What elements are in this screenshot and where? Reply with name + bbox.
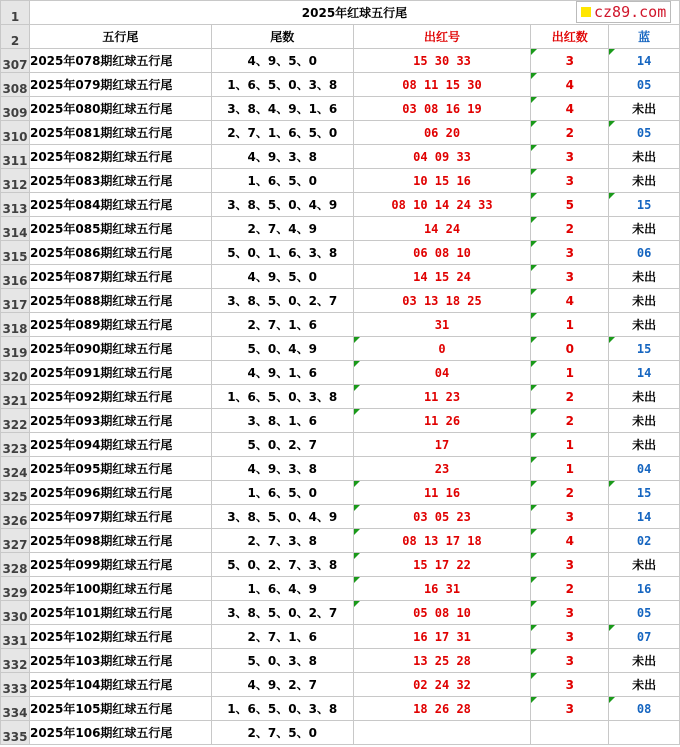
tails-cell[interactable]: 1、6、5、0、3、8 <box>211 697 353 721</box>
blue-cell[interactable]: 14 <box>609 361 680 385</box>
blue-cell[interactable]: 08 <box>609 697 680 721</box>
red-numbers-cell[interactable]: 03 05 23 <box>353 505 531 529</box>
period-cell[interactable]: 2025年087期红球五行尾 <box>29 265 211 289</box>
table-row <box>1 193 680 217</box>
red-count-cell[interactable]: 4 <box>531 97 609 121</box>
red-numbers-cell[interactable]: 08 10 14 24 33 <box>353 193 531 217</box>
blue-cell[interactable]: 14 <box>609 505 680 529</box>
tails-cell[interactable]: 1、6、5、0、3、8 <box>211 73 353 97</box>
tails-cell[interactable]: 2、7、3、8 <box>211 529 353 553</box>
row-header[interactable]: 333 <box>1 673 30 697</box>
period-cell[interactable]: 2025年086期红球五行尾 <box>29 241 211 265</box>
red-numbers-cell[interactable]: 11 23 <box>353 385 531 409</box>
red-count-cell[interactable]: 1 <box>531 361 609 385</box>
row-header[interactable]: 322 <box>1 409 30 433</box>
red-numbers-cell[interactable]: 10 15 16 <box>353 169 531 193</box>
blue-cell[interactable]: 15 <box>609 193 680 217</box>
table-row <box>1 625 680 649</box>
blue-cell[interactable] <box>609 721 680 745</box>
header-tails[interactable]: 尾数 <box>211 25 353 49</box>
period-cell[interactable]: 2025年095期红球五行尾 <box>29 457 211 481</box>
red-numbers-cell[interactable]: 15 30 33 <box>353 49 531 73</box>
red-count-cell[interactable]: 2 <box>531 121 609 145</box>
row-header[interactable]: 320 <box>1 361 30 385</box>
red-count-cell[interactable]: 4 <box>531 73 609 97</box>
row-header[interactable]: 321 <box>1 385 30 409</box>
period-cell[interactable]: 2025年091期红球五行尾 <box>29 361 211 385</box>
red-numbers-cell[interactable]: 05 08 10 <box>353 601 531 625</box>
tails-cell[interactable]: 3、8、5、0、4、9 <box>211 505 353 529</box>
blue-cell[interactable]: 未出 <box>609 385 680 409</box>
red-numbers-cell[interactable]: 03 08 16 19 <box>353 97 531 121</box>
table-row <box>1 505 680 529</box>
period-cell[interactable]: 2025年088期红球五行尾 <box>29 289 211 313</box>
tails-cell[interactable]: 4、9、1、6 <box>211 361 353 385</box>
red-numbers-cell[interactable]: 14 24 <box>353 217 531 241</box>
blue-cell[interactable]: 07 <box>609 625 680 649</box>
header-period[interactable]: 五行尾 <box>29 25 211 49</box>
row-header[interactable]: 327 <box>1 529 30 553</box>
red-count-cell[interactable]: 2 <box>531 577 609 601</box>
table-row <box>1 457 680 481</box>
red-numbers-cell[interactable]: 14 15 24 <box>353 265 531 289</box>
header-row <box>1 25 680 49</box>
period-cell[interactable]: 2025年106期红球五行尾 <box>29 721 211 745</box>
period-cell[interactable]: 2025年083期红球五行尾 <box>29 169 211 193</box>
table-row <box>1 577 680 601</box>
red-count-cell[interactable]: 2 <box>531 409 609 433</box>
table-row <box>1 169 680 193</box>
row-header[interactable]: 311 <box>1 145 30 169</box>
tails-cell[interactable]: 1、6、5、0 <box>211 169 353 193</box>
row-header[interactable]: 315 <box>1 241 30 265</box>
red-numbers-cell[interactable] <box>353 721 531 745</box>
blue-cell[interactable]: 未出 <box>609 265 680 289</box>
red-numbers-cell[interactable]: 04 <box>353 361 531 385</box>
row-header[interactable]: 330 <box>1 601 30 625</box>
table-row <box>1 673 680 697</box>
blue-cell[interactable]: 05 <box>609 121 680 145</box>
period-cell[interactable]: 2025年085期红球五行尾 <box>29 217 211 241</box>
red-numbers-cell[interactable]: 06 08 10 <box>353 241 531 265</box>
period-cell[interactable]: 2025年082期红球五行尾 <box>29 145 211 169</box>
row-header[interactable]: 328 <box>1 553 30 577</box>
tails-cell[interactable]: 3、8、5、0、4、9 <box>211 193 353 217</box>
tails-cell[interactable]: 4、9、3、8 <box>211 145 353 169</box>
tails-cell[interactable]: 3、8、1、6 <box>211 409 353 433</box>
row-header[interactable]: 2 <box>1 25 30 49</box>
blue-cell[interactable]: 未出 <box>609 409 680 433</box>
red-count-cell[interactable]: 3 <box>531 649 609 673</box>
table-row <box>1 553 680 577</box>
red-numbers-cell[interactable]: 31 <box>353 313 531 337</box>
red-count-cell[interactable]: 1 <box>531 433 609 457</box>
tails-cell[interactable]: 2、7、1、6 <box>211 625 353 649</box>
red-numbers-cell[interactable]: 06 20 <box>353 121 531 145</box>
row-header[interactable]: 316 <box>1 265 30 289</box>
blue-cell[interactable]: 04 <box>609 457 680 481</box>
tails-cell[interactable]: 5、0、1、6、3、8 <box>211 241 353 265</box>
row-header[interactable]: 307 <box>1 49 30 73</box>
blue-cell[interactable]: 16 <box>609 577 680 601</box>
period-cell[interactable]: 2025年102期红球五行尾 <box>29 625 211 649</box>
period-cell[interactable]: 2025年098期红球五行尾 <box>29 529 211 553</box>
blue-cell[interactable]: 未出 <box>609 289 680 313</box>
red-count-cell[interactable]: 3 <box>531 697 609 721</box>
table-row <box>1 241 680 265</box>
tails-cell[interactable]: 1、6、4、9 <box>211 577 353 601</box>
red-numbers-cell[interactable]: 0 <box>353 337 531 361</box>
table-row <box>1 697 680 721</box>
tails-cell[interactable]: 4、9、3、8 <box>211 457 353 481</box>
blue-cell[interactable]: 未出 <box>609 313 680 337</box>
blue-cell[interactable]: 05 <box>609 73 680 97</box>
row-header[interactable]: 325 <box>1 481 30 505</box>
red-count-cell[interactable]: 3 <box>531 265 609 289</box>
row-header[interactable]: 314 <box>1 217 30 241</box>
tails-cell[interactable]: 3、8、4、9、1、6 <box>211 97 353 121</box>
red-numbers-cell[interactable]: 04 09 33 <box>353 145 531 169</box>
tails-cell[interactable]: 1、6、5、0 <box>211 481 353 505</box>
table-row <box>1 217 680 241</box>
red-numbers-cell[interactable]: 17 <box>353 433 531 457</box>
table-row <box>1 73 680 97</box>
blue-cell[interactable]: 14 <box>609 49 680 73</box>
tails-cell[interactable]: 2、7、1、6、5、0 <box>211 121 353 145</box>
red-numbers-cell[interactable]: 03 13 18 25 <box>353 289 531 313</box>
table-row <box>1 265 680 289</box>
table-row <box>1 145 680 169</box>
red-count-cell[interactable]: 2 <box>531 481 609 505</box>
tails-cell[interactable]: 2、7、5、0 <box>211 721 353 745</box>
red-numbers-cell[interactable]: 11 26 <box>353 409 531 433</box>
red-numbers-cell[interactable]: 08 13 17 18 <box>353 529 531 553</box>
table-row <box>1 529 680 553</box>
period-cell[interactable]: 2025年078期红球五行尾 <box>29 49 211 73</box>
table-row <box>1 337 680 361</box>
red-count-cell[interactable]: 3 <box>531 505 609 529</box>
red-numbers-cell[interactable]: 16 31 <box>353 577 531 601</box>
red-count-cell[interactable]: 1 <box>531 457 609 481</box>
red-count-cell[interactable]: 5 <box>531 193 609 217</box>
period-cell[interactable]: 2025年100期红球五行尾 <box>29 577 211 601</box>
period-cell[interactable]: 2025年105期红球五行尾 <box>29 697 211 721</box>
blue-cell[interactable]: 15 <box>609 481 680 505</box>
period-cell[interactable]: 2025年079期红球五行尾 <box>29 73 211 97</box>
site-watermark <box>576 1 671 23</box>
row-header[interactable]: 317 <box>1 289 30 313</box>
period-cell[interactable]: 2025年096期红球五行尾 <box>29 481 211 505</box>
red-count-cell[interactable]: 3 <box>531 601 609 625</box>
red-numbers-cell[interactable]: 16 17 31 <box>353 625 531 649</box>
red-count-cell[interactable]: 3 <box>531 169 609 193</box>
table-row <box>1 409 680 433</box>
table-row <box>1 313 680 337</box>
row-header[interactable]: 331 <box>1 625 30 649</box>
tails-cell[interactable]: 5、0、3、8 <box>211 649 353 673</box>
period-cell[interactable]: 2025年080期红球五行尾 <box>29 97 211 121</box>
row-header[interactable]: 312 <box>1 169 30 193</box>
blue-cell[interactable]: 未出 <box>609 217 680 241</box>
red-numbers-cell[interactable]: 08 11 15 30 <box>353 73 531 97</box>
red-count-cell[interactable]: 2 <box>531 217 609 241</box>
sheet-title-cell[interactable]: 2025年红球五行尾 <box>29 1 679 25</box>
red-numbers-cell[interactable]: 23 <box>353 457 531 481</box>
red-count-cell[interactable]: 3 <box>531 625 609 649</box>
table-row <box>1 49 680 73</box>
red-count-cell[interactable]: 4 <box>531 289 609 313</box>
period-cell[interactable]: 2025年099期红球五行尾 <box>29 553 211 577</box>
blue-cell[interactable]: 未出 <box>609 169 680 193</box>
table-row <box>1 601 680 625</box>
tails-cell[interactable]: 3、8、5、0、2、7 <box>211 601 353 625</box>
red-count-cell[interactable]: 3 <box>531 673 609 697</box>
period-cell[interactable]: 2025年092期红球五行尾 <box>29 385 211 409</box>
row-header[interactable]: 313 <box>1 193 30 217</box>
header-red-count[interactable]: 出红数 <box>531 25 609 49</box>
blue-cell[interactable]: 未出 <box>609 145 680 169</box>
red-count-cell[interactable]: 4 <box>531 529 609 553</box>
row-header[interactable]: 1 <box>1 1 30 25</box>
row-header[interactable]: 309 <box>1 97 30 121</box>
blue-cell[interactable]: 02 <box>609 529 680 553</box>
red-count-cell[interactable]: 1 <box>531 313 609 337</box>
red-numbers-cell[interactable]: 18 26 28 <box>353 697 531 721</box>
site-brand-text: cz89.com <box>594 3 667 21</box>
tails-cell[interactable]: 4、9、2、7 <box>211 673 353 697</box>
red-numbers-cell[interactable]: 15 17 22 <box>353 553 531 577</box>
blue-cell[interactable]: 15 <box>609 337 680 361</box>
blue-cell[interactable]: 05 <box>609 601 680 625</box>
tails-cell[interactable]: 3、8、5、0、2、7 <box>211 289 353 313</box>
red-count-cell[interactable]: 3 <box>531 241 609 265</box>
period-cell[interactable]: 2025年103期红球五行尾 <box>29 649 211 673</box>
tails-cell[interactable]: 5、0、4、9 <box>211 337 353 361</box>
blue-cell[interactable]: 未出 <box>609 673 680 697</box>
period-cell[interactable]: 2025年090期红球五行尾 <box>29 337 211 361</box>
table-row <box>1 361 680 385</box>
logo-square-icon <box>581 7 591 17</box>
red-count-cell[interactable]: 3 <box>531 145 609 169</box>
tails-cell[interactable]: 5、0、2、7 <box>211 433 353 457</box>
period-cell[interactable]: 2025年104期红球五行尾 <box>29 673 211 697</box>
period-cell[interactable]: 2025年084期红球五行尾 <box>29 193 211 217</box>
tails-cell[interactable]: 1、6、5、0、3、8 <box>211 385 353 409</box>
header-blue[interactable]: 蓝 <box>609 25 680 49</box>
row-header[interactable]: 310 <box>1 121 30 145</box>
table-row <box>1 721 680 745</box>
row-header[interactable]: 323 <box>1 433 30 457</box>
table-row <box>1 97 680 121</box>
table-row <box>1 121 680 145</box>
red-numbers-cell[interactable]: 11 16 <box>353 481 531 505</box>
row-header[interactable]: 308 <box>1 73 30 97</box>
period-cell[interactable]: 2025年081期红球五行尾 <box>29 121 211 145</box>
red-count-cell[interactable]: 3 <box>531 49 609 73</box>
row-header[interactable]: 332 <box>1 649 30 673</box>
table-row <box>1 433 680 457</box>
table-row <box>1 289 680 313</box>
row-header[interactable]: 326 <box>1 505 30 529</box>
row-header[interactable]: 335 <box>1 721 30 745</box>
table-row <box>1 481 680 505</box>
period-cell[interactable]: 2025年094期红球五行尾 <box>29 433 211 457</box>
red-count-cell[interactable] <box>531 721 609 745</box>
blue-cell[interactable]: 未出 <box>609 553 680 577</box>
tails-cell[interactable]: 4、9、5、0 <box>211 265 353 289</box>
blue-cell[interactable]: 未出 <box>609 97 680 121</box>
row-header[interactable]: 318 <box>1 313 30 337</box>
table-row <box>1 649 680 673</box>
period-cell[interactable]: 2025年089期红球五行尾 <box>29 313 211 337</box>
tails-cell[interactable]: 5、0、2、7、3、8 <box>211 553 353 577</box>
period-cell[interactable]: 2025年093期红球五行尾 <box>29 409 211 433</box>
red-count-cell[interactable]: 2 <box>531 385 609 409</box>
tails-cell[interactable]: 2、7、1、6 <box>211 313 353 337</box>
row-header[interactable]: 319 <box>1 337 30 361</box>
header-red-numbers[interactable]: 出红号 <box>353 25 531 49</box>
period-cell[interactable]: 2025年101期红球五行尾 <box>29 601 211 625</box>
blue-cell[interactable]: 未出 <box>609 649 680 673</box>
blue-cell[interactable]: 06 <box>609 241 680 265</box>
row-header[interactable]: 324 <box>1 457 30 481</box>
red-count-cell[interactable]: 3 <box>531 553 609 577</box>
red-numbers-cell[interactable]: 13 25 28 <box>353 649 531 673</box>
period-cell[interactable]: 2025年097期红球五行尾 <box>29 505 211 529</box>
tails-cell[interactable]: 4、9、5、0 <box>211 49 353 73</box>
row-header[interactable]: 334 <box>1 697 30 721</box>
table-row <box>1 385 680 409</box>
tails-cell[interactable]: 2、7、4、9 <box>211 217 353 241</box>
blue-cell[interactable]: 未出 <box>609 433 680 457</box>
row-header[interactable]: 329 <box>1 577 30 601</box>
red-numbers-cell[interactable]: 02 24 32 <box>353 673 531 697</box>
red-count-cell[interactable]: 0 <box>531 337 609 361</box>
